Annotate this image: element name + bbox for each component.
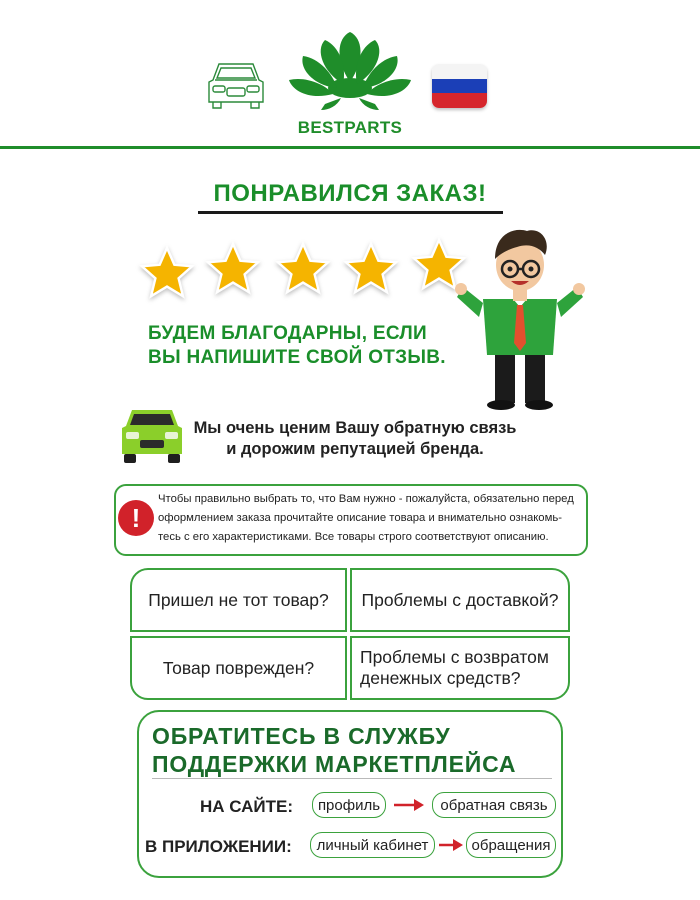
arrow-right-icon [394, 799, 424, 811]
question-delivery-problems: Проблемы с доставкой? [350, 568, 570, 632]
page-title: ПОНРАВИЛСЯ ЗАКАЗ! [213, 180, 487, 207]
arrow-right-icon [439, 839, 463, 851]
header-divider [0, 146, 700, 149]
question-refund-problems [350, 636, 570, 700]
site-label: НА САЙТЕ: [200, 797, 294, 816]
notice-text [158, 490, 578, 547]
notice-line: тесь с его характеристиками. Все товары строго соответствуют описанию. [158, 531, 549, 543]
man-illustration [455, 225, 585, 415]
support-title-line: ПОДДЕРЖКИ МАРКЕТПЛЕЙСА [152, 751, 517, 777]
title-underline [198, 211, 503, 214]
brand-name: BESTPARTS [297, 118, 403, 137]
support-title [152, 722, 552, 778]
question-wrong-item: Пришел не тот товар? [130, 568, 347, 632]
feedback-text [190, 418, 520, 460]
green-car-icon [118, 402, 186, 464]
bestparts-logo [285, 30, 415, 114]
star-icon [274, 240, 332, 298]
question-refund-line: Проблемы с возвратом [360, 647, 549, 667]
russian-flag-icon [432, 64, 487, 108]
feedback-line: Мы очень ценим Вашу обратную связь [193, 419, 517, 437]
feedback-pill: обратная связь [432, 792, 556, 818]
account-pill: личный кабинет [310, 832, 435, 858]
notice-line: Чтобы правильно выбрать то, что Вам нужно - пожалуйста, обязательно перед [158, 493, 574, 505]
question-item-damaged: Товар поврежден? [130, 636, 347, 700]
app-label: В ПРИЛОЖЕНИИ: [145, 837, 292, 856]
car-outline-icon [205, 58, 267, 110]
star-icon [342, 240, 400, 298]
support-title-line: ОБРАТИТЕСЬ В СЛУЖБУ [152, 723, 451, 749]
review-request-line: ВЫ НАПИШИТЕ СВОЙ ОТЗЫВ. [148, 347, 446, 368]
question-refund-line: денежных средств? [360, 668, 521, 688]
review-request-line: БУДЕМ БЛАГОДАРНЫ, ЕСЛИ [148, 323, 427, 344]
star-icon [138, 244, 196, 302]
review-request-text [148, 322, 468, 370]
questions-grid [130, 568, 570, 700]
star-icon [204, 240, 262, 298]
exclamation-icon: ! [118, 500, 154, 536]
support-divider [152, 778, 552, 779]
requests-pill: обращения [466, 832, 556, 858]
notice-line: оформлением заказа прочитайте описание товара и внимательно ознакомь- [158, 512, 562, 524]
profile-pill: профиль [312, 792, 386, 818]
feedback-line: и дорожим репутацией бренда. [226, 440, 484, 458]
